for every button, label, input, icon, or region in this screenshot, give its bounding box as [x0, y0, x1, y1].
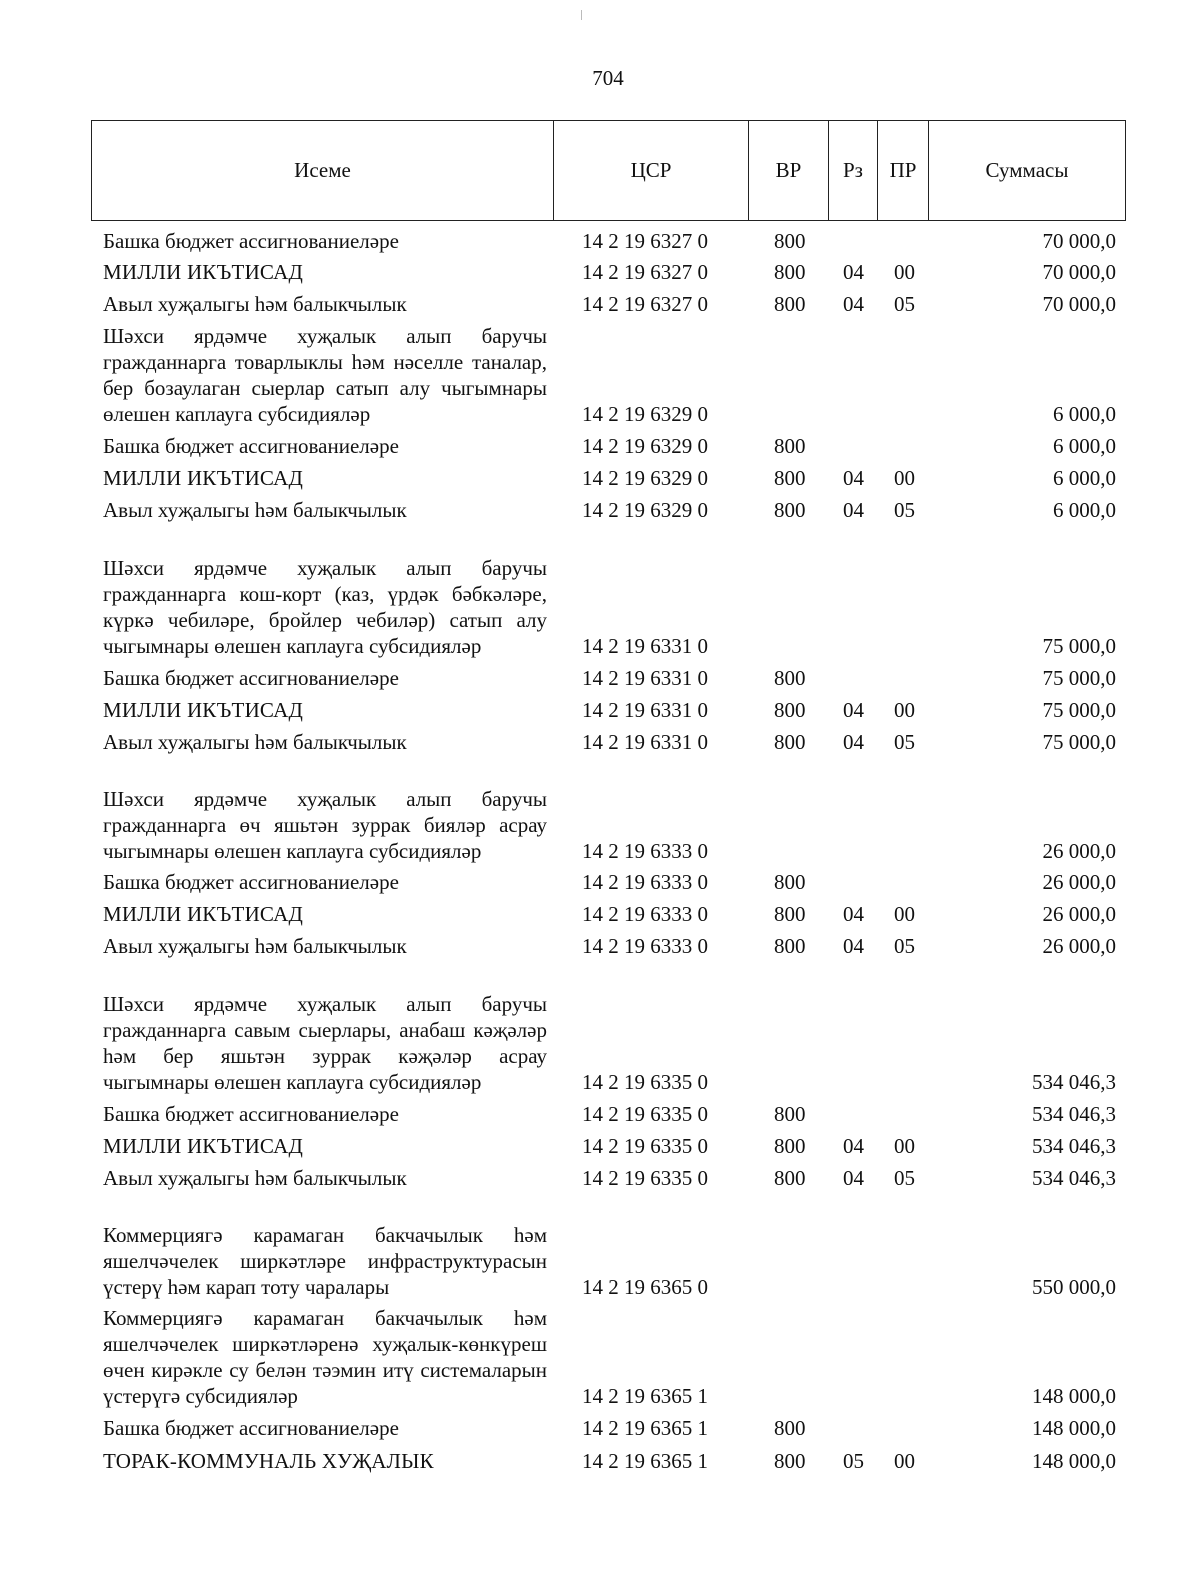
cell-vr: 800 [774, 1102, 806, 1126]
table-row [0, 254, 1200, 285]
cell-csr: 14 2 19 6335 0 [582, 1166, 708, 1190]
cell-vr: 800 [774, 466, 806, 490]
cell-sum: 6 000,0 [1053, 434, 1116, 458]
cell-rz: 05 [843, 1449, 864, 1473]
cell-name: Шәхси ярдәмче хуҗалык алып баручы гражданнарга савым сыерлары, анабаш кәҗәләр һәм бер яшьтән зуррак кәҗәләр асрау чыгымнары өлешен каплауга субсидияләр [103, 992, 547, 1094]
cell-csr: 14 2 19 6335 0 [582, 1134, 708, 1158]
cell-vr: 800 [774, 1449, 806, 1473]
cell-name: Шәхси ярдәмче хуҗалык алып баручы гражданнарга товарлыклы һәм нәселле таналар, бер бозаулаган сыерлар сатып алу чыгымнары өлешен каплауга субсидияләр [103, 324, 547, 426]
cell-rz: 04 [843, 902, 864, 926]
cell-vr: 800 [774, 229, 806, 253]
cell-csr: 14 2 19 6365 0 [582, 1275, 708, 1299]
cell-name: МИЛЛИ ИКЪТИСАД [103, 1134, 303, 1158]
cell-sum: 534 046,3 [1032, 1070, 1116, 1094]
cell-rz: 04 [843, 466, 864, 490]
page-number: 704 [592, 66, 624, 90]
cell-name: Коммерциягә карамаган бакчачылык һәм яшелчәчелек ширкәтләре инфраструктурасын үстерү һәм карап тоту чаралары [103, 1223, 547, 1299]
cell-csr: 14 2 19 6329 0 [582, 498, 708, 522]
cell-name: Шәхси ярдәмче хуҗалык алып баручы гражданнарга өч яшьтән зуррак бияләр асрау чыгымнары өлешен каплауга субсидияләр [103, 787, 547, 863]
cell-csr: 14 2 19 6329 0 [582, 434, 708, 458]
cell-sum: 26 000,0 [1042, 902, 1116, 926]
cell-vr: 800 [774, 1134, 806, 1158]
table-row [0, 491, 1200, 523]
table-row [0, 317, 1200, 427]
table-row [0, 1409, 1200, 1441]
cell-sum: 6 000,0 [1053, 498, 1116, 522]
cell-name: Авыл хуҗалыгы һәм балыкчылык [103, 730, 407, 754]
cell-pr: 00 [894, 1449, 915, 1473]
cell-name: Башка бюджет ассигнованиеләре [103, 434, 399, 458]
table-row [0, 927, 1200, 959]
table-row [0, 864, 1200, 895]
cell-vr: 800 [774, 902, 806, 926]
table-row [0, 1300, 1200, 1409]
cell-rz: 04 [843, 934, 864, 958]
cell-pr: 00 [894, 1134, 915, 1158]
header-csr: ЦСР [554, 121, 749, 221]
cell-name: Башка бюджет ассигнованиеләре [103, 229, 399, 253]
cell-name: МИЛЛИ ИКЪТИСАД [103, 466, 303, 490]
cell-sum: 70 000,0 [1042, 260, 1116, 284]
cell-rz: 04 [843, 1166, 864, 1190]
scan-mark-top [581, 10, 582, 20]
cell-csr: 14 2 19 6329 0 [582, 466, 708, 490]
cell-sum: 70 000,0 [1042, 292, 1116, 316]
cell-vr: 800 [774, 1416, 806, 1440]
table-row [0, 1159, 1200, 1191]
cell-sum: 70 000,0 [1042, 229, 1116, 253]
cell-csr: 14 2 19 6327 0 [582, 292, 708, 316]
cell-name: Башка бюджет ассигнованиеләре [103, 870, 399, 894]
cell-csr: 14 2 19 6331 0 [582, 730, 708, 754]
cell-csr: 14 2 19 6327 0 [582, 260, 708, 284]
cell-sum: 534 046,3 [1032, 1102, 1116, 1126]
cell-name: Шәхси ярдәмче хуҗалык алып баручы гражданнарга кош-корт (каз, үрдәк бәбкәләре, күркә чебиләре, бройлер чебиләр) сатып алу чыгымнары өлешен каплауга субсидияләр [103, 556, 547, 658]
cell-rz: 04 [843, 292, 864, 316]
table-row [0, 959, 1200, 1095]
cell-rz: 04 [843, 698, 864, 722]
cell-csr: 14 2 19 6335 0 [582, 1102, 708, 1126]
cell-rz: 04 [843, 730, 864, 754]
table-row [0, 1191, 1200, 1300]
cell-name: Авыл хуҗалыгы һәм балыкчылык [103, 934, 407, 958]
cell-sum: 26 000,0 [1042, 934, 1116, 958]
table-row [0, 895, 1200, 927]
table-row [0, 659, 1200, 691]
cell-pr: 05 [894, 934, 915, 958]
cell-sum: 75 000,0 [1042, 698, 1116, 722]
header-pr: ПР [878, 121, 929, 221]
cell-csr: 14 2 19 6329 0 [582, 402, 708, 426]
cell-sum: 75 000,0 [1042, 634, 1116, 658]
cell-rz: 04 [843, 1134, 864, 1158]
cell-pr: 05 [894, 498, 915, 522]
cell-name: ТОРАК-КОММУНАЛЬ ХУҖАЛЫК [103, 1449, 434, 1473]
cell-sum: 75 000,0 [1042, 730, 1116, 754]
cell-sum: 148 000,0 [1032, 1449, 1116, 1473]
table-row [0, 691, 1200, 723]
cell-vr: 800 [774, 1166, 806, 1190]
cell-rz: 04 [843, 498, 864, 522]
table-row [0, 223, 1200, 254]
cell-sum: 26 000,0 [1042, 839, 1116, 863]
cell-csr: 14 2 19 6365 1 [582, 1384, 708, 1408]
cell-csr: 14 2 19 6333 0 [582, 902, 708, 926]
cell-name: Башка бюджет ассигнованиеләре [103, 1102, 399, 1126]
cell-pr: 05 [894, 292, 915, 316]
table-row [0, 1127, 1200, 1159]
cell-csr: 14 2 19 6331 0 [582, 698, 708, 722]
cell-name: Башка бюджет ассигнованиеләре [103, 1416, 399, 1440]
cell-vr: 800 [774, 434, 806, 458]
cell-sum: 6 000,0 [1053, 402, 1116, 426]
table-row [0, 523, 1200, 659]
cell-pr: 05 [894, 730, 915, 754]
cell-csr: 14 2 19 6331 0 [582, 634, 708, 658]
table-row [0, 723, 1200, 755]
cell-csr: 14 2 19 6365 1 [582, 1449, 708, 1473]
cell-vr: 800 [774, 870, 806, 894]
cell-csr: 14 2 19 6333 0 [582, 839, 708, 863]
cell-sum: 550 000,0 [1032, 1275, 1116, 1299]
table-row [0, 1095, 1200, 1127]
cell-pr: 00 [894, 902, 915, 926]
cell-name: МИЛЛИ ИКЪТИСАД [103, 698, 303, 722]
cell-pr: 05 [894, 1166, 915, 1190]
cell-vr: 800 [774, 730, 806, 754]
cell-name: Коммерциягә карамаган бакчачылык һәм яшелчәчелек ширкәтләренә хуҗалык-көнкүреш өчен кирәкле су белән тәэмин итү системаларын үстерүгә субсидияләр [103, 1306, 547, 1408]
cell-name: МИЛЛИ ИКЪТИСАД [103, 902, 303, 926]
cell-csr: 14 2 19 6327 0 [582, 229, 708, 253]
table-row [0, 459, 1200, 491]
cell-name: Авыл хуҗалыгы һәм балыкчылык [103, 292, 407, 316]
cell-csr: 14 2 19 6331 0 [582, 666, 708, 690]
cell-rz: 04 [843, 260, 864, 284]
header-sum: Суммасы [929, 121, 1126, 221]
cell-sum: 26 000,0 [1042, 870, 1116, 894]
cell-csr: 14 2 19 6333 0 [582, 934, 708, 958]
cell-sum: 148 000,0 [1032, 1384, 1116, 1408]
table-row [0, 427, 1200, 459]
cell-sum: 75 000,0 [1042, 666, 1116, 690]
cell-vr: 800 [774, 698, 806, 722]
cell-name: Авыл хуҗалыгы һәм балыкчылык [103, 498, 407, 522]
cell-csr: 14 2 19 6333 0 [582, 870, 708, 894]
table-row [0, 755, 1200, 864]
table-body [0, 223, 1200, 1474]
cell-pr: 00 [894, 260, 915, 284]
header-name: Исеме [92, 121, 554, 221]
cell-vr: 800 [774, 934, 806, 958]
cell-csr: 14 2 19 6365 1 [582, 1416, 708, 1440]
cell-name: Башка бюджет ассигнованиеләре [103, 666, 399, 690]
header-rz: Рз [829, 121, 878, 221]
table-row [0, 1441, 1200, 1474]
cell-sum: 148 000,0 [1032, 1416, 1116, 1440]
cell-vr: 800 [774, 498, 806, 522]
cell-sum: 6 000,0 [1053, 466, 1116, 490]
table-header [91, 120, 1126, 221]
cell-pr: 00 [894, 466, 915, 490]
cell-sum: 534 046,3 [1032, 1166, 1116, 1190]
cell-pr: 00 [894, 698, 915, 722]
header-vr: ВР [749, 121, 829, 221]
table-row [0, 285, 1200, 317]
cell-name: МИЛЛИ ИКЪТИСАД [103, 260, 303, 284]
cell-vr: 800 [774, 666, 806, 690]
cell-name: Авыл хуҗалыгы һәм балыкчылык [103, 1166, 407, 1190]
cell-sum: 534 046,3 [1032, 1134, 1116, 1158]
cell-vr: 800 [774, 292, 806, 316]
cell-vr: 800 [774, 260, 806, 284]
cell-csr: 14 2 19 6335 0 [582, 1070, 708, 1094]
